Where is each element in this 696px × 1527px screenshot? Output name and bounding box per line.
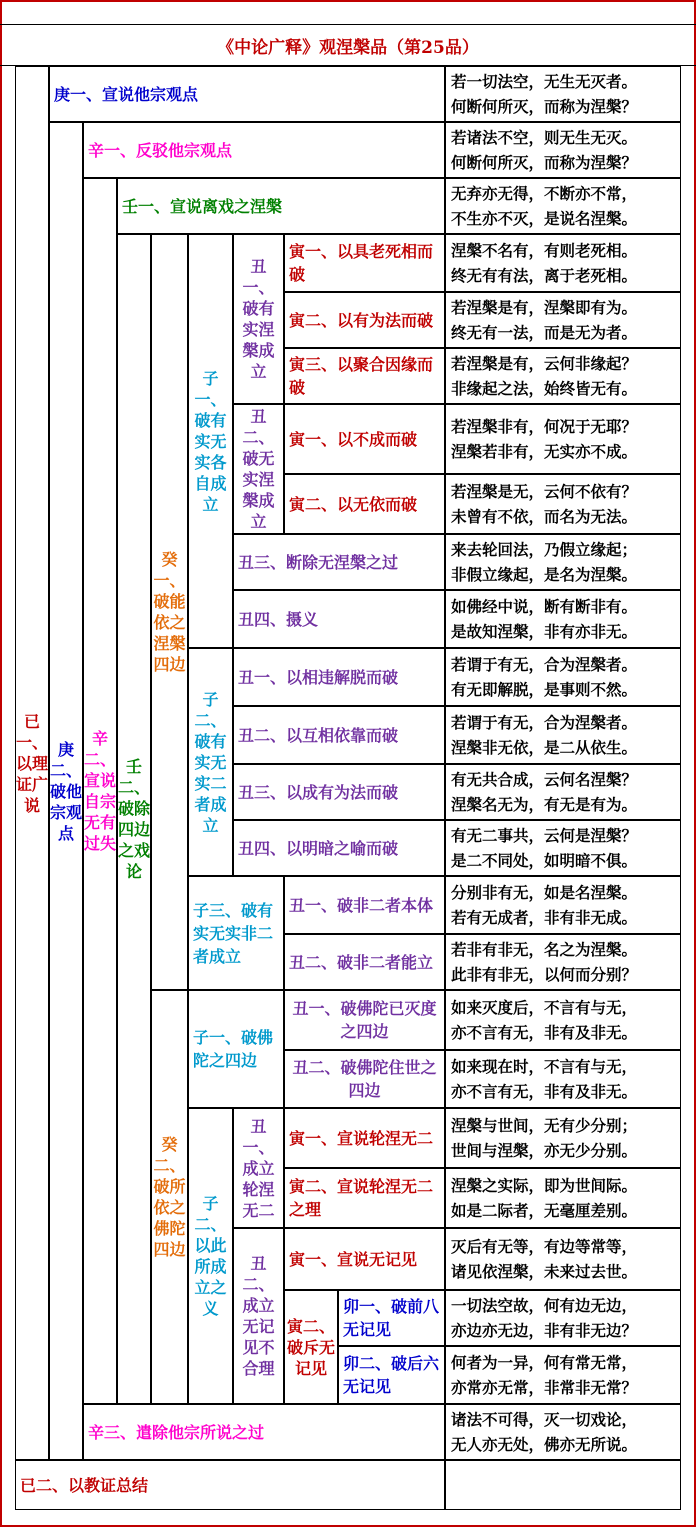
top-red-border xyxy=(0,0,696,2)
document-title: 《中论广释》观涅槃品（第25品） xyxy=(0,24,696,66)
verse-cell: 诸法不可得，灭一切戏论， 无人亦无处，佛亦无所说。 xyxy=(445,1404,681,1460)
outline-xin2: 辛二、宣说自宗无有过失 xyxy=(83,178,117,1404)
outline-ren2: 壬二、破除四边之戏论 xyxy=(117,234,151,1404)
verse-cell: 如佛经中说，断有断非有。 是故知涅槃，非有亦非无。 xyxy=(445,590,681,648)
outline-chou7: 丑三、以成有为法而破 xyxy=(233,764,445,820)
outline-chou6: 丑二、以互相依靠而破 xyxy=(233,706,445,764)
outline-gui1: 癸一、破能依之涅槃四边 xyxy=(151,234,188,990)
outline-yin9: 寅二、破斥无记见 xyxy=(284,1290,338,1404)
outline-xin1: 辛一、反驳他宗观点 xyxy=(83,122,445,178)
outline-ji1: 已一、以理证广说 xyxy=(15,66,49,1460)
outline-yin7: 寅二、宣说轮涅无二之理 xyxy=(284,1168,445,1228)
outline-chou12: 丑二、破佛陀住世之四边 xyxy=(284,1050,445,1108)
outline-chou14: 丑二、成立无记见不合理 xyxy=(233,1228,284,1404)
verse-cell: 来去轮回法，乃假立缘起； 非假立缘起，是名为涅槃。 xyxy=(445,534,681,590)
outline-xin3: 辛三、遣除他宗所说之过 xyxy=(83,1404,445,1460)
outline-zi3: 子三、破有实无实非二者成立 xyxy=(188,876,284,990)
verse-cell: 若诸法不空，则无生无灭。 何断何所灭，而称为涅槃？ xyxy=(445,122,681,178)
verse-cell: 有无共合成，云何名涅槃？ 涅槃名无为，有无是有为。 xyxy=(445,764,681,820)
empty-verse-cell xyxy=(445,1460,681,1510)
outline-yin1: 寅一、以具老死相而破 xyxy=(284,234,445,292)
outline-mao1: 卯一、破前八无记见 xyxy=(338,1290,445,1346)
outline-zi4: 子一、破佛陀之四边 xyxy=(188,990,284,1108)
verse-cell: 若谓于有无，合为涅槃者。 有无即解脱，是事则不然。 xyxy=(445,648,681,706)
outline-yin2: 寅二、以有为法而破 xyxy=(284,292,445,348)
verse-cell: 灭后有无等，有边等常等， 诸见依涅槃，未来过去世。 xyxy=(445,1228,681,1290)
outline-yin5: 寅二、以无依而破 xyxy=(284,474,445,534)
outline-geng2: 庚二、破他宗观点 xyxy=(49,122,83,1460)
outline-mao2: 卯二、破后六无记见 xyxy=(338,1346,445,1404)
verse-cell: 若谓于有无，合为涅槃者。 涅槃非无依，是二从依生。 xyxy=(445,706,681,764)
outline-yin8: 寅一、宣说无记见 xyxy=(284,1228,445,1290)
verse-cell: 无弃亦无得，不断亦不常， 不生亦不灭，是说名涅槃。 xyxy=(445,178,681,234)
outline-yin4: 寅一、以不成而破 xyxy=(284,404,445,474)
outline-chou13: 丑一、成立轮涅无二 xyxy=(233,1108,284,1228)
outline-yin3: 寅三、以聚合因缘而破 xyxy=(284,348,445,404)
verse-cell: 一切法空故，何有边无边， 亦边亦无边，非有非无边？ xyxy=(445,1290,681,1346)
outline-chou2: 丑二、破无实涅槃成立 xyxy=(233,404,284,534)
outline-ren1: 壬一、宣说离戏之涅槃 xyxy=(117,178,445,234)
outline-chou5: 丑一、以相违解脱而破 xyxy=(233,648,445,706)
verse-cell: 涅槃与世间，无有少分别； 世间与涅槃，亦无少分别。 xyxy=(445,1108,681,1168)
verse-cell: 如来现在时，不言有与无， 亦不言有无，非有及非无。 xyxy=(445,1050,681,1108)
outline-chou9: 丑一、破非二者本体 xyxy=(284,876,445,934)
verse-cell: 若涅槃是有，涅槃即有为。 终无有一法，而是无为者。 xyxy=(445,292,681,348)
outline-chou4: 丑四、摄义 xyxy=(233,590,445,648)
verse-cell: 若涅槃非有，何况于无耶？ 涅槃若非有，无实亦不成。 xyxy=(445,404,681,474)
outline-ji2: 已二、以教证总结 xyxy=(15,1460,445,1510)
left-red-border xyxy=(0,0,2,1527)
verse-cell: 若涅槃是无，云何不依有？ 未曾有不依，而名为无法。 xyxy=(445,474,681,534)
verse-cell: 有无二事共，云何是涅槃？ 是二不同处，如明暗不俱。 xyxy=(445,820,681,876)
outline-chou11: 丑一、破佛陀已灭度之四边 xyxy=(284,990,445,1050)
verse-cell: 若涅槃是有，云何非缘起？ 非缘起之法，始终皆无有。 xyxy=(445,348,681,404)
outline-zi1: 子一、破有实无实各自成立 xyxy=(188,234,233,648)
outline-gui2: 癸二、破所依之佛陀四边 xyxy=(151,990,188,1404)
outline-zi5: 子二、以此所成立之义 xyxy=(188,1108,233,1404)
verse-cell: 若一切法空，无生无灭者。 何断何所灭，而称为涅槃？ xyxy=(445,66,681,122)
outline-yin6: 寅一、宣说轮涅无二 xyxy=(284,1108,445,1168)
verse-cell: 何者为一异，何有常无常， 亦常亦无常，非常非无常？ xyxy=(445,1346,681,1404)
outline-chou8: 丑四、以明暗之喻而破 xyxy=(233,820,445,876)
verse-cell: 如来灭度后，不言有与无， 亦不言有无，非有及非无。 xyxy=(445,990,681,1050)
outline-geng1: 庚一、宣说他宗观点 xyxy=(49,66,445,122)
outline-chou1: 丑一、破有实涅槃成立 xyxy=(233,234,284,404)
verse-cell: 分别非有无，如是名涅槃。 若有无成者，非有非无成。 xyxy=(445,876,681,934)
verse-cell: 涅槃不名有，有则老死相。 终无有有法，离于老死相。 xyxy=(445,234,681,292)
outline-chou10: 丑二、破非二者能立 xyxy=(284,934,445,990)
outline-zi2: 子二、破有实无实二者成立 xyxy=(188,648,233,876)
outline-chou3: 丑三、断除无涅槃之过 xyxy=(233,534,445,590)
verse-cell: 若非有非无，名之为涅槃。 此非有非无，以何而分别？ xyxy=(445,934,681,990)
verse-cell: 涅槃之实际，即为世间际。 如是二际者，无毫厘差别。 xyxy=(445,1168,681,1228)
